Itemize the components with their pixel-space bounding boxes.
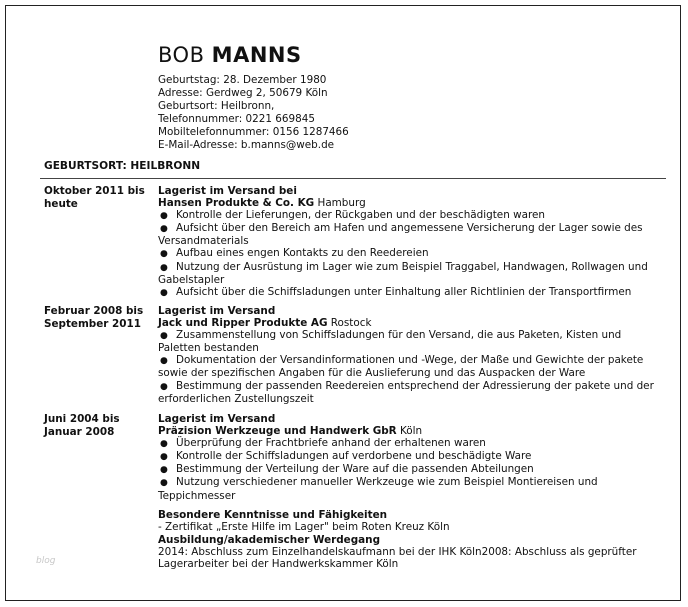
entry-date: Oktober 2011 bis heute	[44, 185, 145, 210]
first-name: BOB	[158, 43, 205, 67]
list-item: ● Bestimmung der Verteilung der Ware auf die passenden Abteilungen	[160, 463, 534, 476]
email-line: E-Mail-Adresse: b.manns@web.de	[158, 138, 335, 151]
list-item: ● Zusammenstellung von Schiffsladungen für den Versand, die aus Paketen, Kisten und Paletten bestanden	[158, 329, 622, 355]
section-divider	[40, 178, 666, 179]
company-city: Rostock	[327, 317, 372, 330]
company-line	[158, 317, 663, 329]
bullet-icon: ●	[160, 249, 168, 260]
duty-list	[158, 437, 663, 501]
bullet-icon: ●	[160, 331, 168, 342]
company-name: Jack und Ripper Produkte AG	[158, 317, 328, 330]
bullet-icon: ●	[160, 478, 168, 489]
person-name	[158, 43, 302, 67]
education-heading: Ausbildung/akademischer Werdegang	[158, 533, 381, 546]
list-item: ● Dokumentation der Versandinformationen und -Wege, der Maße und Gewichte der pakete sowie der spezifischen Angaben für die Auslieferung und das Auspacken der Ware	[158, 354, 644, 380]
duty-list	[158, 329, 663, 405]
company-name: Hansen Produkte & Co. KG	[158, 197, 315, 210]
list-item: ● Aufsicht über den Bereich am Hafen und angemessene Versicherung der Lager sowie des Versandmaterials	[158, 222, 643, 248]
bullet-icon: ●	[160, 224, 168, 235]
section-title: GEBURTSORT: HEILBRONN	[44, 160, 201, 172]
skills-heading: Besondere Kenntnisse und Fähigkeiten	[158, 509, 388, 521]
list-item: ● Nutzung verschiedener manueller Werkzeuge wie zum Beispiel Montiereisen und Teppichmesser	[158, 476, 598, 502]
certificate-line: - Zertifikat „Erste Hilfe im Lager" beim Roten Kreuz Köln	[158, 521, 450, 534]
bullet-icon: ●	[160, 262, 168, 273]
company-name: Präzision Werkzeuge und Handwerk GbR	[158, 425, 397, 438]
entry-body	[158, 305, 663, 405]
entry-date: Februar 2008 bis September 2011	[44, 305, 144, 330]
entry-date: Juni 2004 bis Januar 2008	[44, 413, 120, 438]
mobile-line: Mobiltelefonnummer: 0156 1287466	[158, 125, 349, 138]
list-item: ● Aufsicht über die Schiffsladungen unter Einhaltung aller Richtlinien der Transportfirmen	[160, 285, 632, 298]
job-title: Lagerist im Versand	[158, 305, 276, 317]
company-city: Köln	[396, 425, 423, 438]
bullet-icon: ●	[160, 452, 168, 463]
bullet-icon: ●	[160, 356, 168, 367]
bullet-icon: ●	[160, 465, 168, 476]
job-title: Lagerist im Versand	[158, 413, 276, 425]
birthplace-line: Geburtsort: Heilbronn,	[158, 99, 275, 112]
company-line	[158, 197, 663, 209]
address-line: Adresse: Gerdweg 2, 50679 Köln	[158, 86, 328, 99]
list-item: ● Kontrolle der Schiffsladungen auf verdorbene und beschädigte Ware	[160, 450, 532, 463]
entry-body	[158, 413, 663, 502]
skills-block	[158, 509, 663, 570]
watermark: blog	[36, 556, 56, 566]
bullet-icon: ●	[160, 211, 168, 222]
list-item: ● Nutzung der Ausrüstung im Lager wie zum Beispiel Traggabel, Handwagen, Rollwagen und Gabelstapler	[158, 260, 648, 286]
education-text: 2014: Abschluss zum Einzelhandelskaufmann bei der IHK Köln2008: Abschluss als geprüfter Lagerarbeiter bei der Handwerkskammer Köln	[158, 545, 637, 571]
entry-body	[158, 185, 663, 299]
company-line	[158, 425, 663, 437]
list-item: ● Überprüfung der Frachtbriefe anhand der erhaltenen waren	[160, 437, 486, 450]
contact-block	[158, 74, 349, 151]
phone-line: Telefonnummer: 0221 669845	[158, 112, 315, 125]
list-item: ● Bestimmung der passenden Reedereien entsprechend der Adressierung der pakete und der erforderlichen Zustellungszeit	[158, 379, 654, 405]
bullet-icon: ●	[160, 287, 168, 298]
birthday-line: Geburtstag: 28. Dezember 1980	[158, 74, 327, 86]
list-item: ● Kontrolle der Lieferungen, der Rückgaben und der beschädigten waren	[160, 209, 545, 222]
job-title: Lagerist im Versand bei	[158, 185, 297, 197]
bullet-icon: ●	[160, 439, 168, 450]
company-city: Hamburg	[314, 197, 366, 210]
bullet-icon: ●	[160, 381, 168, 392]
last-name: MANNS	[211, 43, 302, 67]
list-item: ● Aufbau eines engen Kontakts zu den Reedereien	[160, 247, 429, 260]
duty-list	[158, 209, 663, 299]
